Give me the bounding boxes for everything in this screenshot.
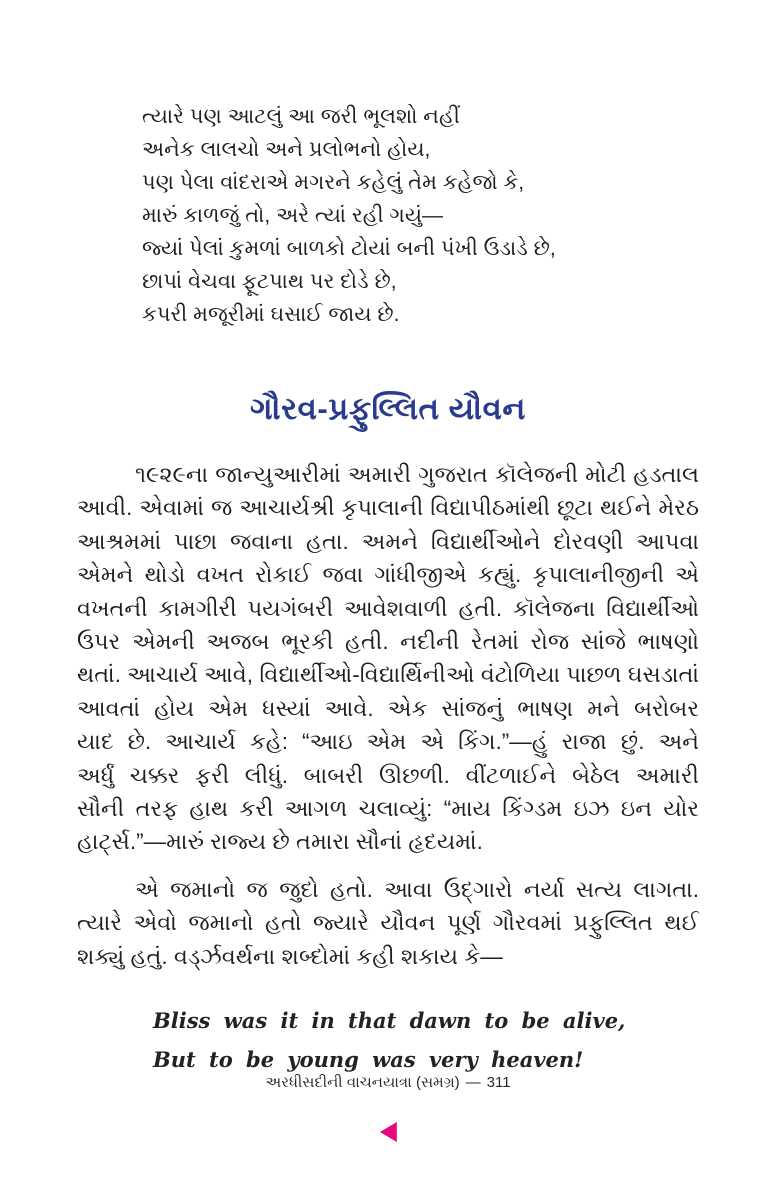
- poem-line: કપરી મજૂરીમાં ઘસાઈ જાય છે.: [142, 303, 400, 326]
- body-line: હાર્ટ્સ.”—મારું રાજ્ય છે તમારા સૌનાં હૃદયમાં.: [77, 829, 483, 855]
- poem-line: જ્યાં પેલાં કુમળાં બાળકો ટોયાં બની પંખી ઉડાડે છે,: [142, 237, 556, 260]
- body-line: ઉપર એમની અજબ ભૂરકી હતી. નદીની રેતમાં રોજ સાંજે ભાષણો: [77, 629, 699, 655]
- poem-line: પણ પેલા વાંદરાએ મગરને કહેલું તેમ કહેજો કે,: [142, 171, 525, 194]
- body-line: ત્યારે એવો જમાનો હતો જ્યારે યૌવન પૂર્ણ ગૌરવમાં પ્રફુલ્લિત થઈ: [77, 910, 699, 936]
- quote-line: But to be young was very heaven!: [153, 1047, 584, 1073]
- body-line: એ જમાનો જ જુદો હતો. આવા ઉદ્ગારો નર્યા સત્ય લાગતા.: [135, 876, 699, 902]
- body-line: વખતની કામગીરી પયગંબરી આવેશવાળી હતી. કૉલેજના વિદ્યાર્થીઓ: [77, 595, 699, 621]
- body-line: આવતાં હોય એમ ધસ્યાં આવે. એક સાંજનું ભાષણ મને બરોબર: [77, 695, 699, 721]
- book-title: અરધીસદીની વાચનયાત્રા (સમગ્ર): [265, 1074, 460, 1091]
- poem-block: [142, 0, 716, 331]
- body-line: સૌની તરફ હાથ કરી આગળ ચલાવ્યું: “માય કિંગ્ડમ ઇઝ ઇન યોર: [77, 796, 699, 822]
- body-line: અર્ધું ચક્કર ફરી લીધું. બાબરી ઊછળી. વીંટળાઈને બેઠેલ અમારી: [77, 762, 699, 788]
- body-line: યાદ છે. આચાર્ય કહે: “આઇ એમ એ કિંગ.”—હું રાજા છું. અને: [77, 729, 699, 755]
- previous-page-triangle-icon[interactable]: [380, 1122, 397, 1142]
- quote-line: Bliss was it in that dawn to be alive,: [153, 1008, 626, 1034]
- english-quote: [153, 1001, 716, 1079]
- poem-line: ત્યારે પણ આટલું આ જરી ભૂલશો નહીં: [142, 105, 460, 128]
- body-line: ૧૯૨૯ના જાન્યુઆરીમાં અમારી ગુજરાત કૉલેજની મોટી હડતાલ: [135, 462, 699, 487]
- body-line: શક્યું હતું. વર્ડ્ઝવર્થના શબ્દોમાં કહી શકાય કે—: [77, 943, 503, 969]
- body-line: એમને થોડો વખત રોકાઈ જવા ગાંધીજીએ કહ્યું. કૃપાલાનીજીની એ: [77, 562, 699, 588]
- chapter-title: ગૌરવ-પ્રફુલ્લિત યૌવન: [249, 391, 526, 426]
- poem-line: મારું કાળજું તો, અરે ત્યાં રહી ગયું—: [142, 204, 444, 227]
- body-line: થતાં. આચાર્ય આવે, વિદ્યાર્થીઓ-વિદ્યાર્થિનીઓ વંટોળિયા પાછળ ઘસડાતાં: [77, 662, 699, 688]
- footer-separator: —: [465, 1074, 481, 1091]
- page-number: 311: [486, 1074, 511, 1091]
- body-line: આશ્રમમાં પાછા જવાના હતા. અમને વિદ્યાર્થીઓને દોરવણી આપવા: [77, 528, 699, 554]
- poem-line: અનેક લાલચો અને પ્રલોભનો હોય,: [142, 138, 431, 161]
- body-line: આવી. એવામાં જ આચાર્યશ્રી કૃપાલાની વિદ્યાપીઠમાંથી છૂટા થઈને મેરઠ: [77, 495, 699, 521]
- poem-line: છાપાં વેચવા ફૂટપાથ પર દોડે છે,: [142, 270, 397, 293]
- body-text: [0, 458, 776, 973]
- paragraph-2: [77, 873, 699, 973]
- paragraph-1: [77, 458, 699, 859]
- page-footer: [0, 1074, 776, 1091]
